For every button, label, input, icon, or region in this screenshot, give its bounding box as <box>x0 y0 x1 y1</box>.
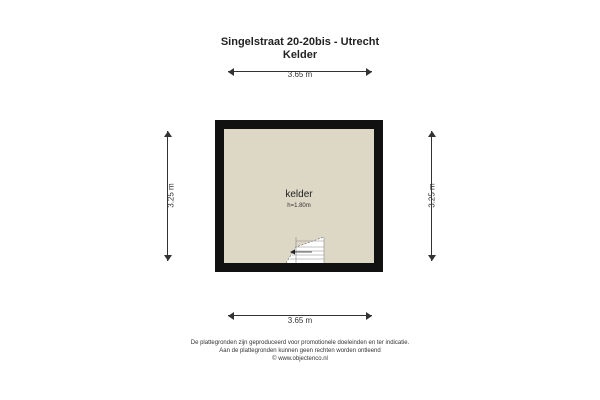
left-dimension-label: 3.25 m <box>166 183 176 208</box>
room-walls <box>215 120 383 272</box>
floorplan-level: Kelder <box>282 49 318 61</box>
top-dimension-label: 3.65 m <box>287 70 313 79</box>
disclaimer-line-1: De plattegronden zijn geproduceerd voor promotionele doeleinden en ter indicatie. <box>190 340 410 346</box>
room-name: kelder <box>285 189 313 200</box>
room-height: h=1.80m <box>287 203 311 209</box>
bottom-dimension-label: 3.65 m <box>287 316 313 325</box>
floorplan-address: Singelstraat 20-20bis - Utrecht <box>220 36 380 48</box>
staircase-icon <box>282 223 326 263</box>
right-dimension-label: 3.25 m <box>427 183 437 208</box>
copyright-line: © www.objectenco.nl <box>272 356 328 362</box>
disclaimer-line-2: Aan de plattegronden kunnen geen rechten worden ontleend <box>219 348 381 354</box>
room-floor <box>224 129 374 263</box>
